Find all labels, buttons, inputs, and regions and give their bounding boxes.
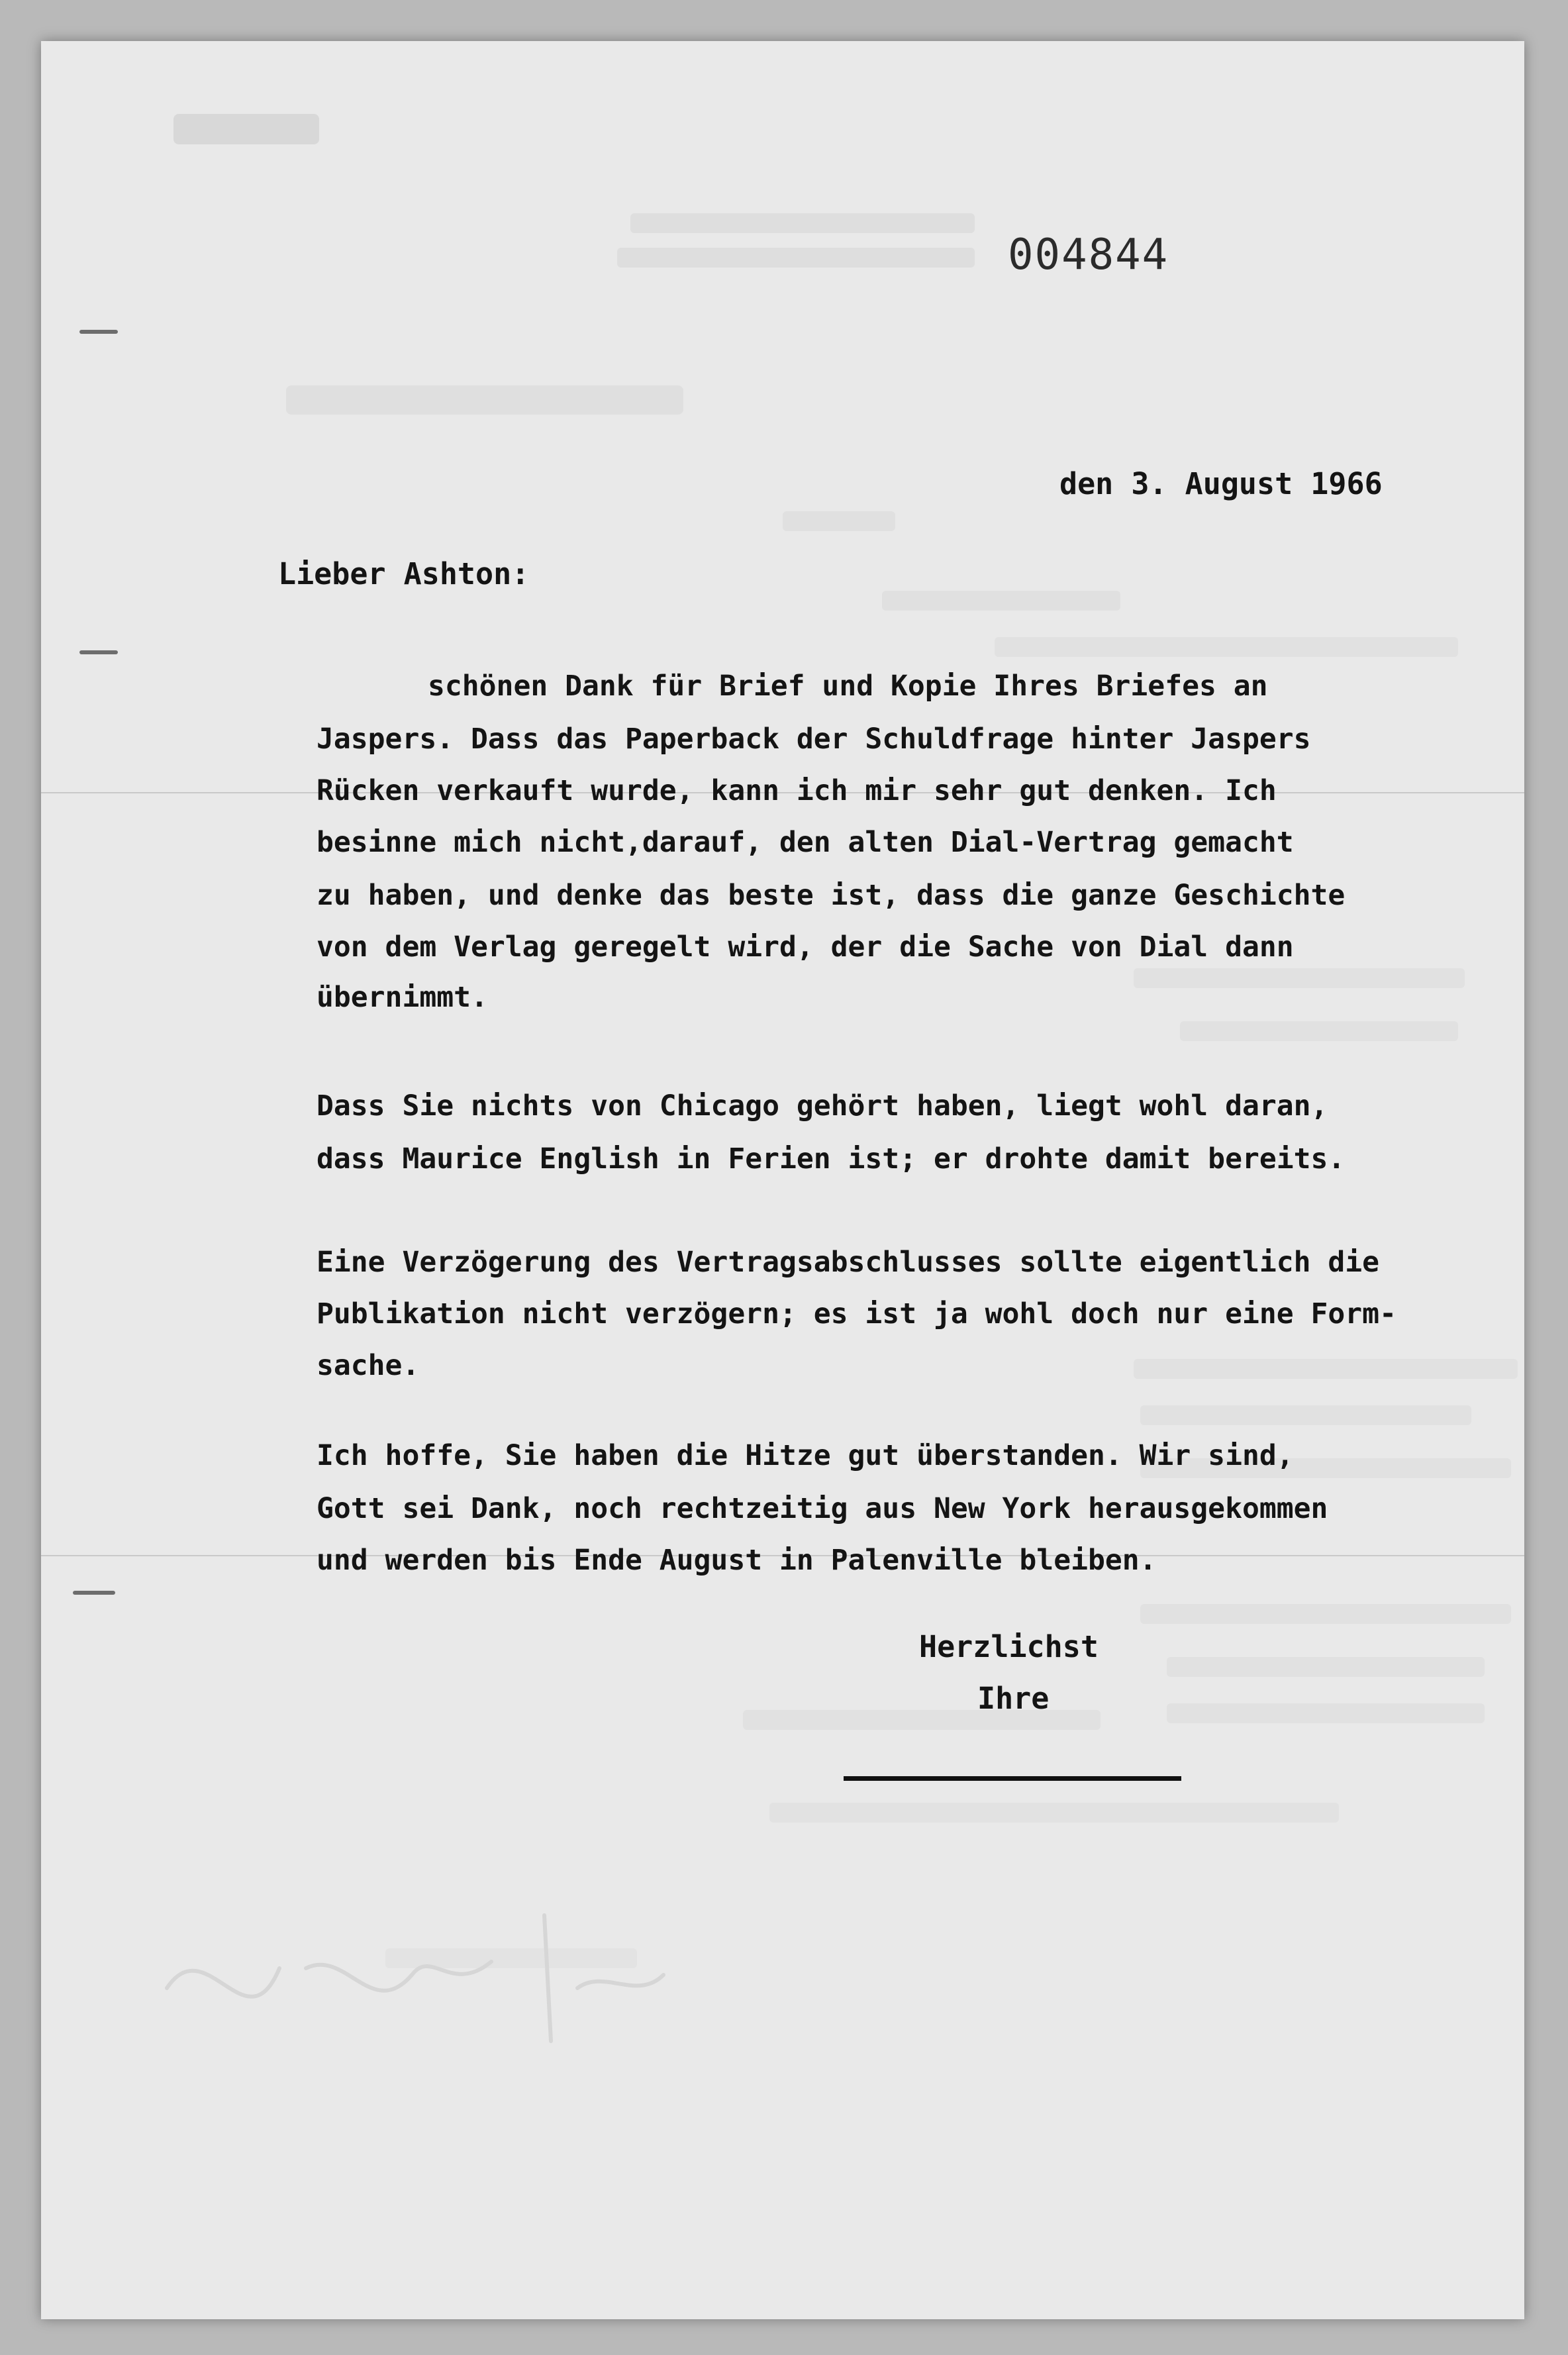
closing-herzlichst: Herzlichst bbox=[919, 1629, 1099, 1664]
body-line: Jaspers. Dass das Paperback der Schuldfrage hinter Jaspers bbox=[317, 723, 1311, 756]
body-line: Rücken verkauft wurde, kann ich mir sehr gut denken. Ich bbox=[317, 774, 1277, 807]
margin-mark bbox=[79, 330, 118, 334]
body-line: zu haben, und denke das beste ist, dass die ganze Geschichte bbox=[317, 879, 1346, 912]
body-line: und werden bis Ende August in Palenville bleiben. bbox=[317, 1544, 1157, 1577]
margin-mark bbox=[73, 1591, 115, 1595]
document-number: 004844 bbox=[1008, 230, 1169, 279]
body-line: Eine Verzögerung des Vertragsabschlusses sollte eigentlich die bbox=[317, 1246, 1380, 1279]
closing-ihre: Ihre bbox=[977, 1681, 1050, 1716]
faint-signature-impression bbox=[147, 1889, 690, 2061]
body-line: übernimmt. bbox=[317, 981, 488, 1014]
body-line: besinne mich nicht,darauf, den alten Dial-Vertrag gemacht bbox=[317, 826, 1294, 859]
body-line: sache. bbox=[317, 1349, 420, 1382]
body-line: von dem Verlag geregelt wird, der die Sache von Dial dann bbox=[317, 930, 1294, 964]
date-line: den 3. August 1966 bbox=[1059, 466, 1383, 501]
signature-line bbox=[844, 1776, 1181, 1781]
body-line: Ich hoffe, Sie haben die Hitze gut überstanden. Wir sind, bbox=[317, 1439, 1294, 1472]
salutation: Lieber Ashton: bbox=[278, 556, 530, 591]
body-line: schönen Dank für Brief und Kopie Ihres Briefes an bbox=[428, 670, 1268, 703]
body-line: Gott sei Dank, noch rechtzeitig aus New York herausgekommen bbox=[317, 1492, 1328, 1525]
body-line: Publikation nicht verzögern; es ist ja wohl doch nur eine Form- bbox=[317, 1297, 1396, 1330]
letter-paper bbox=[41, 41, 1524, 2319]
body-line: Dass Sie nichts von Chicago gehört haben, liegt wohl daran, bbox=[317, 1089, 1328, 1123]
body-line: dass Maurice English in Ferien ist; er drohte damit bereits. bbox=[317, 1142, 1346, 1176]
margin-mark bbox=[79, 650, 118, 654]
